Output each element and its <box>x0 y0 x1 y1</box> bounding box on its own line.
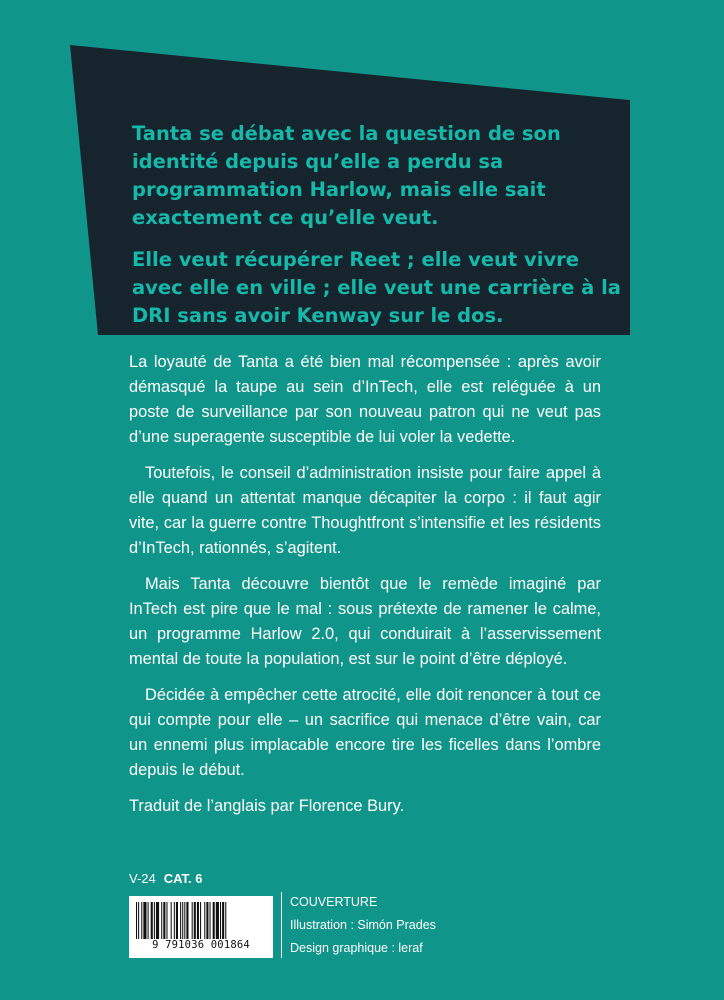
blurb-paragraph-1: La loyauté de Tanta a été bien mal récompensée : après avoir démasqué la taupe au sein d’InTech, elle est reléguée à un poste de surveillance par son nouveau patron qui ne veut pas d’une superagente susceptible de lui voler la vedette. <box>129 353 601 446</box>
translation-credit: Traduit de l’anglais par Florence Bury. <box>129 797 405 815</box>
blurb-paragraph-2: Toutefois, le conseil d’administration insiste pour faire appel à elle quand un attentat manque décapiter la corpo : il faut agir vite, car la guerre contre Thoughtfront s’intensifie et les résidents d’InTech, rationnés, s’agitent. <box>129 464 601 557</box>
banner-text <box>132 120 622 344</box>
category-label: CAT. 6 <box>163 871 203 886</box>
price-code: V-24 <box>129 871 156 886</box>
barcode <box>129 896 273 958</box>
credits-divider <box>281 892 282 958</box>
barcode-number: 9 791036 001864 <box>152 939 250 951</box>
cover-credits-heading: COUVERTURE <box>290 895 378 909</box>
price-line <box>129 871 203 886</box>
blurb-paragraph-4: Décidée à empêcher cette atrocité, elle doit renoncer à tout ce qui compte pour elle – un sacrifice qui menace d’être vain, car un ennemi plus implacable encore tire les ficelles dans l’ombre depuis le début. <box>129 686 601 779</box>
blurb-paragraph-3: Mais Tanta découvre bientôt que le remède imaginé par InTech est pire que le mal : sous prétexte de ramener le calme, un programme Harlow 2.0, qui conduirait à l’asservissement mental de toute la population, est sur le point d’être déployé. <box>129 575 601 668</box>
cover-credits <box>290 891 436 960</box>
cover-design-credit: Design graphique : leraf <box>290 941 423 955</box>
banner-paragraph-2: Elle veut récupérer Reet ; elle veut vivre avec elle en ville ; elle veut une carrière à la DRI sans avoir Kenway sur le dos. <box>132 248 621 327</box>
banner-paragraph-1: Tanta se débat avec la question de son identité depuis qu’elle a perdu sa programmation Harlow, mais elle sait exactement ce qu’elle veut. <box>132 122 561 229</box>
cover-illustration-credit: Illustration : Simón Prades <box>290 918 436 932</box>
barcode-bars <box>136 902 266 939</box>
blurb <box>129 350 601 830</box>
